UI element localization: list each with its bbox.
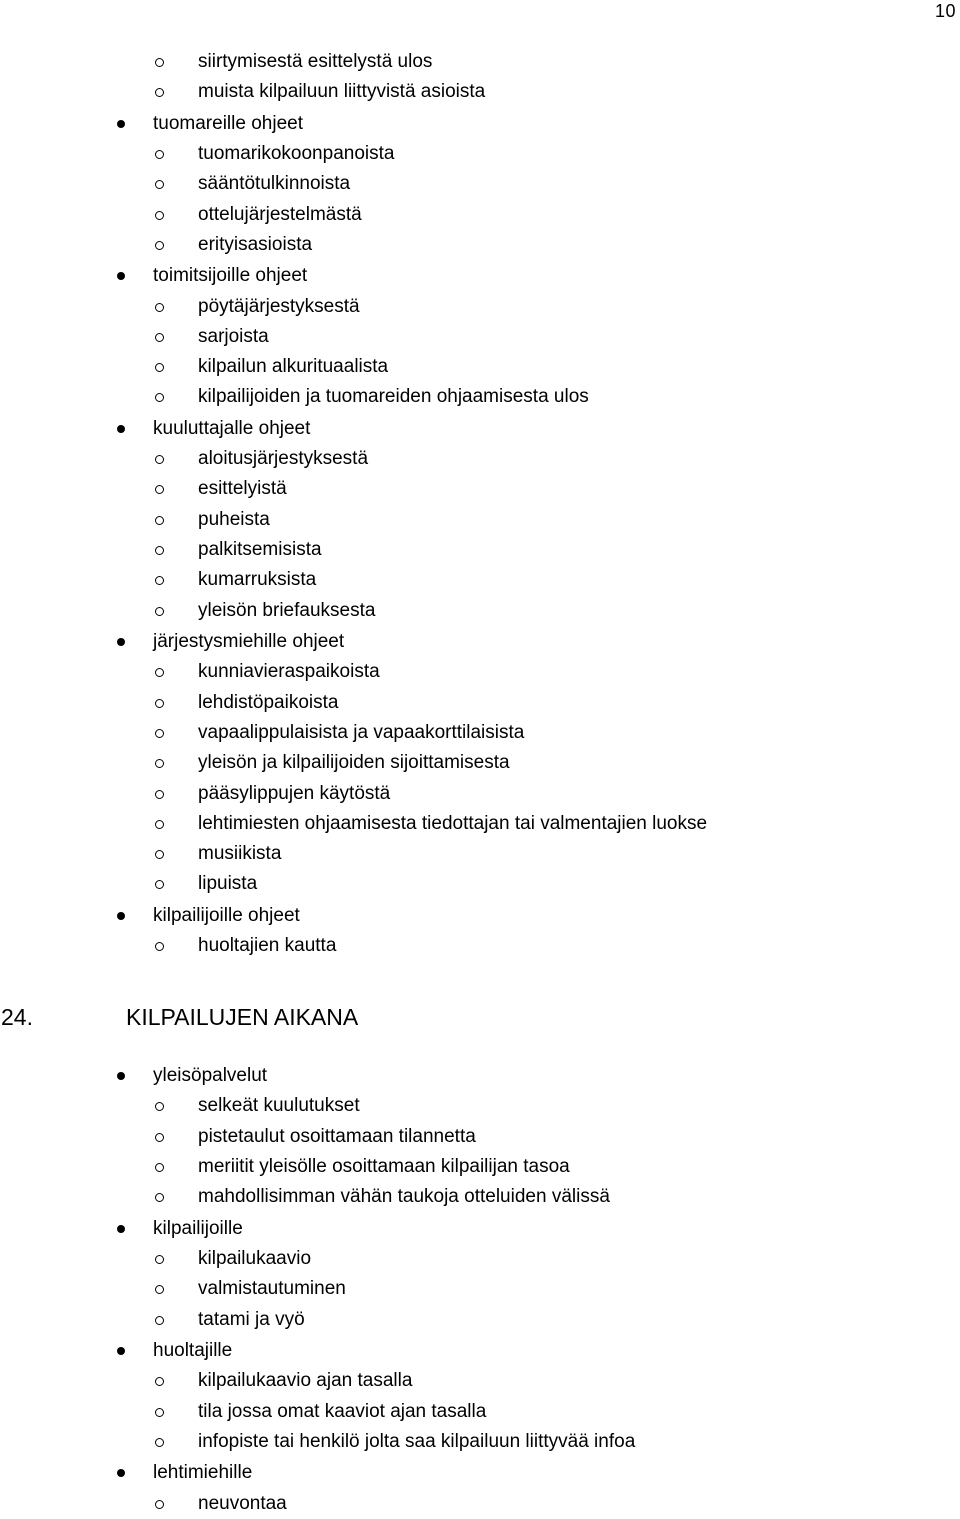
- list-item: [0, 260, 960, 291]
- sub-list-item: [0, 444, 960, 474]
- list-item: [0, 1457, 960, 1488]
- bullet-hollow-icon: [155, 1163, 164, 1172]
- list-item-text: pistetaulut osoittamaan tilannetta: [198, 1125, 476, 1147]
- list-item-text: palkitsemisista: [198, 539, 322, 561]
- list-item-text: yleisön briefauksesta: [198, 599, 376, 621]
- sub-list-item: [0, 230, 960, 260]
- list-item-text: vapaalippulaisista ja vapaakorttilaisista: [198, 721, 525, 743]
- sub-list-item: [0, 77, 960, 107]
- bullet-hollow-icon: [155, 942, 164, 951]
- sub-list-item: [0, 748, 960, 778]
- bullet-hollow-icon: [155, 180, 164, 189]
- list-item-text: pääsylippujen käytöstä: [198, 782, 391, 804]
- list-item-text: sääntötulkinnoista: [198, 173, 351, 195]
- sub-list-item: [0, 200, 960, 230]
- list-item-text: aloitusjärjestyksestä: [198, 448, 369, 470]
- sub-list-item: [0, 779, 960, 809]
- sub-list-item: [0, 1122, 960, 1152]
- bullet-hollow-icon: [155, 1255, 164, 1264]
- list-item-text: lehtimiehille: [153, 1462, 253, 1484]
- list-item-text: ottelujärjestelmästä: [198, 203, 362, 225]
- list-item-text: kilpailijoille ohjeet: [153, 904, 300, 926]
- list-item-text: toimitsijoille ohjeet: [153, 265, 308, 287]
- list-item-text: sarjoista: [198, 325, 269, 347]
- sub-list-item: [0, 1091, 960, 1121]
- sub-list-item: [0, 1489, 960, 1519]
- bullet-hollow-icon: [155, 485, 164, 494]
- list-item-text: neuvontaa: [198, 1492, 287, 1514]
- list-item-text: tatami ja vyö: [198, 1308, 305, 1330]
- list-item-text: mahdollisimman vähän taukoja otteluiden välissä: [198, 1186, 610, 1208]
- sub-list-item: [0, 535, 960, 565]
- sub-list-item: [0, 869, 960, 899]
- list-item: [0, 1213, 960, 1244]
- bullet-hollow-icon: [155, 1133, 164, 1142]
- list-item-text: tuomareille ohjeet: [153, 112, 303, 134]
- list-item: [0, 1335, 960, 1366]
- list-item-text: yleisön ja kilpailijoiden sijoittamisesta: [198, 752, 510, 774]
- page-number: 10: [934, 1, 956, 21]
- bullet-hollow-icon: [155, 607, 164, 616]
- sub-list-item: [0, 169, 960, 199]
- bullet-filled-icon: [117, 425, 125, 433]
- list-item-text: pöytäjärjestyksestä: [198, 295, 360, 317]
- sub-list-item: [0, 809, 960, 839]
- sub-list-item: [0, 1182, 960, 1212]
- list-item: [0, 108, 960, 139]
- bullet-filled-icon: [117, 912, 125, 920]
- bullet-hollow-icon: [155, 1193, 164, 1202]
- sub-list-item: [0, 1427, 960, 1457]
- list-item-text: huoltajien kautta: [198, 935, 337, 957]
- list-item-text: järjestysmiehille ohjeet: [153, 630, 345, 652]
- bullet-hollow-icon: [155, 1377, 164, 1386]
- sub-list-item: [0, 47, 960, 77]
- list-item-text: meriitit yleisölle osoittamaan kilpailijan tasoa: [198, 1155, 570, 1177]
- sub-list-item: [0, 139, 960, 169]
- list-item-text: kilpailukaavio: [198, 1247, 312, 1269]
- list-item: [0, 900, 960, 931]
- bullet-hollow-icon: [155, 1408, 164, 1417]
- sub-list-item: [0, 1366, 960, 1396]
- list-item-text: musiikista: [198, 843, 282, 865]
- list-item-text: kilpailun alkurituaalista: [198, 356, 389, 378]
- bullet-hollow-icon: [155, 333, 164, 342]
- bullet-filled-icon: [117, 1469, 125, 1477]
- sub-list-item: [0, 1152, 960, 1182]
- list-item-text: huoltajille: [153, 1339, 233, 1361]
- list-item-text: kuuluttajalle ohjeet: [153, 417, 311, 439]
- bullet-filled-icon: [117, 272, 125, 280]
- list-item-text: tuomarikokoonpanoista: [198, 142, 395, 164]
- list-item-text: infopiste tai henkilö jolta saa kilpailuun liittyvää infoa: [198, 1430, 636, 1452]
- bullet-hollow-icon: [155, 699, 164, 708]
- sub-list-item: [0, 292, 960, 322]
- bullet-hollow-icon: [155, 1102, 164, 1111]
- list-item-text: kilpailukaavio ajan tasalla: [198, 1370, 413, 1392]
- outline-list-after-heading: [0, 1060, 960, 1519]
- bullet-hollow-icon: [155, 820, 164, 829]
- bullet-hollow-icon: [155, 211, 164, 220]
- section-title: KILPAILUJEN AIKANA: [126, 1004, 359, 1030]
- list-item: [0, 1060, 960, 1091]
- bullet-hollow-icon: [155, 668, 164, 677]
- list-item: [0, 626, 960, 657]
- sub-list-item: [0, 688, 960, 718]
- list-item-text: selkeät kuulutukset: [198, 1095, 360, 1117]
- sub-list-item: [0, 839, 960, 869]
- list-item-text: lipuista: [198, 873, 258, 895]
- list-item-text: valmistautuminen: [198, 1278, 346, 1300]
- sub-list-item: [0, 474, 960, 504]
- list-item-text: erityisasioista: [198, 233, 313, 255]
- sub-list-item: [0, 931, 960, 961]
- bullet-hollow-icon: [155, 729, 164, 738]
- bullet-filled-icon: [117, 1225, 125, 1233]
- list-item-text: tila jossa omat kaaviot ajan tasalla: [198, 1400, 487, 1422]
- sub-list-item: [0, 505, 960, 535]
- bullet-hollow-icon: [155, 58, 164, 67]
- outline-list-before-heading: [0, 47, 960, 961]
- bullet-hollow-icon: [155, 363, 164, 372]
- list-item-text: kumarruksista: [198, 569, 317, 591]
- list-item: [0, 413, 960, 444]
- bullet-filled-icon: [117, 1347, 125, 1355]
- sub-list-item: [0, 657, 960, 687]
- sub-list-item: [0, 596, 960, 626]
- bullet-hollow-icon: [155, 1316, 164, 1325]
- bullet-hollow-icon: [155, 516, 164, 525]
- bullet-hollow-icon: [155, 150, 164, 159]
- sub-list-item: [0, 1397, 960, 1427]
- sub-list-item: [0, 382, 960, 412]
- sub-list-item: [0, 322, 960, 352]
- bullet-hollow-icon: [155, 241, 164, 250]
- section-heading: [0, 1001, 960, 1035]
- bullet-filled-icon: [117, 1072, 125, 1080]
- bullet-hollow-icon: [155, 1438, 164, 1447]
- bullet-hollow-icon: [155, 88, 164, 97]
- list-item-text: yleisöpalvelut: [153, 1065, 268, 1086]
- bullet-hollow-icon: [155, 759, 164, 768]
- sub-list-item: [0, 1244, 960, 1274]
- bullet-hollow-icon: [155, 455, 164, 464]
- list-item-text: siirtymisestä esittelystä ulos: [198, 51, 433, 72]
- bullet-hollow-icon: [155, 1500, 164, 1509]
- list-item-text: muista kilpailuun liittyvistä asioista: [198, 81, 486, 103]
- list-item-text: lehdistöpaikoista: [198, 691, 339, 713]
- bullet-hollow-icon: [155, 880, 164, 889]
- list-item-text: kilpailijoille: [153, 1217, 243, 1239]
- bullet-hollow-icon: [155, 303, 164, 312]
- list-item-text: kunniavieraspaikoista: [198, 661, 380, 683]
- bullet-hollow-icon: [155, 790, 164, 799]
- list-item-text: puheista: [198, 508, 270, 530]
- bullet-hollow-icon: [155, 576, 164, 585]
- sub-list-item: [0, 1305, 960, 1335]
- list-item-text: esittelyistä: [198, 478, 287, 500]
- list-item-text: kilpailijoiden ja tuomareiden ohjaamisesta ulos: [198, 386, 589, 408]
- bullet-filled-icon: [117, 120, 125, 128]
- section-number: 24.: [1, 1004, 33, 1030]
- list-item-text: lehtimiesten ohjaamisesta tiedottajan tai valmentajien luokse: [198, 812, 708, 834]
- bullet-hollow-icon: [155, 850, 164, 859]
- sub-list-item: [0, 352, 960, 382]
- sub-list-item: [0, 718, 960, 748]
- bullet-hollow-icon: [155, 393, 164, 402]
- bullet-filled-icon: [117, 638, 125, 646]
- bullet-hollow-icon: [155, 546, 164, 555]
- bullet-hollow-icon: [155, 1285, 164, 1294]
- sub-list-item: [0, 1274, 960, 1304]
- sub-list-item: [0, 565, 960, 595]
